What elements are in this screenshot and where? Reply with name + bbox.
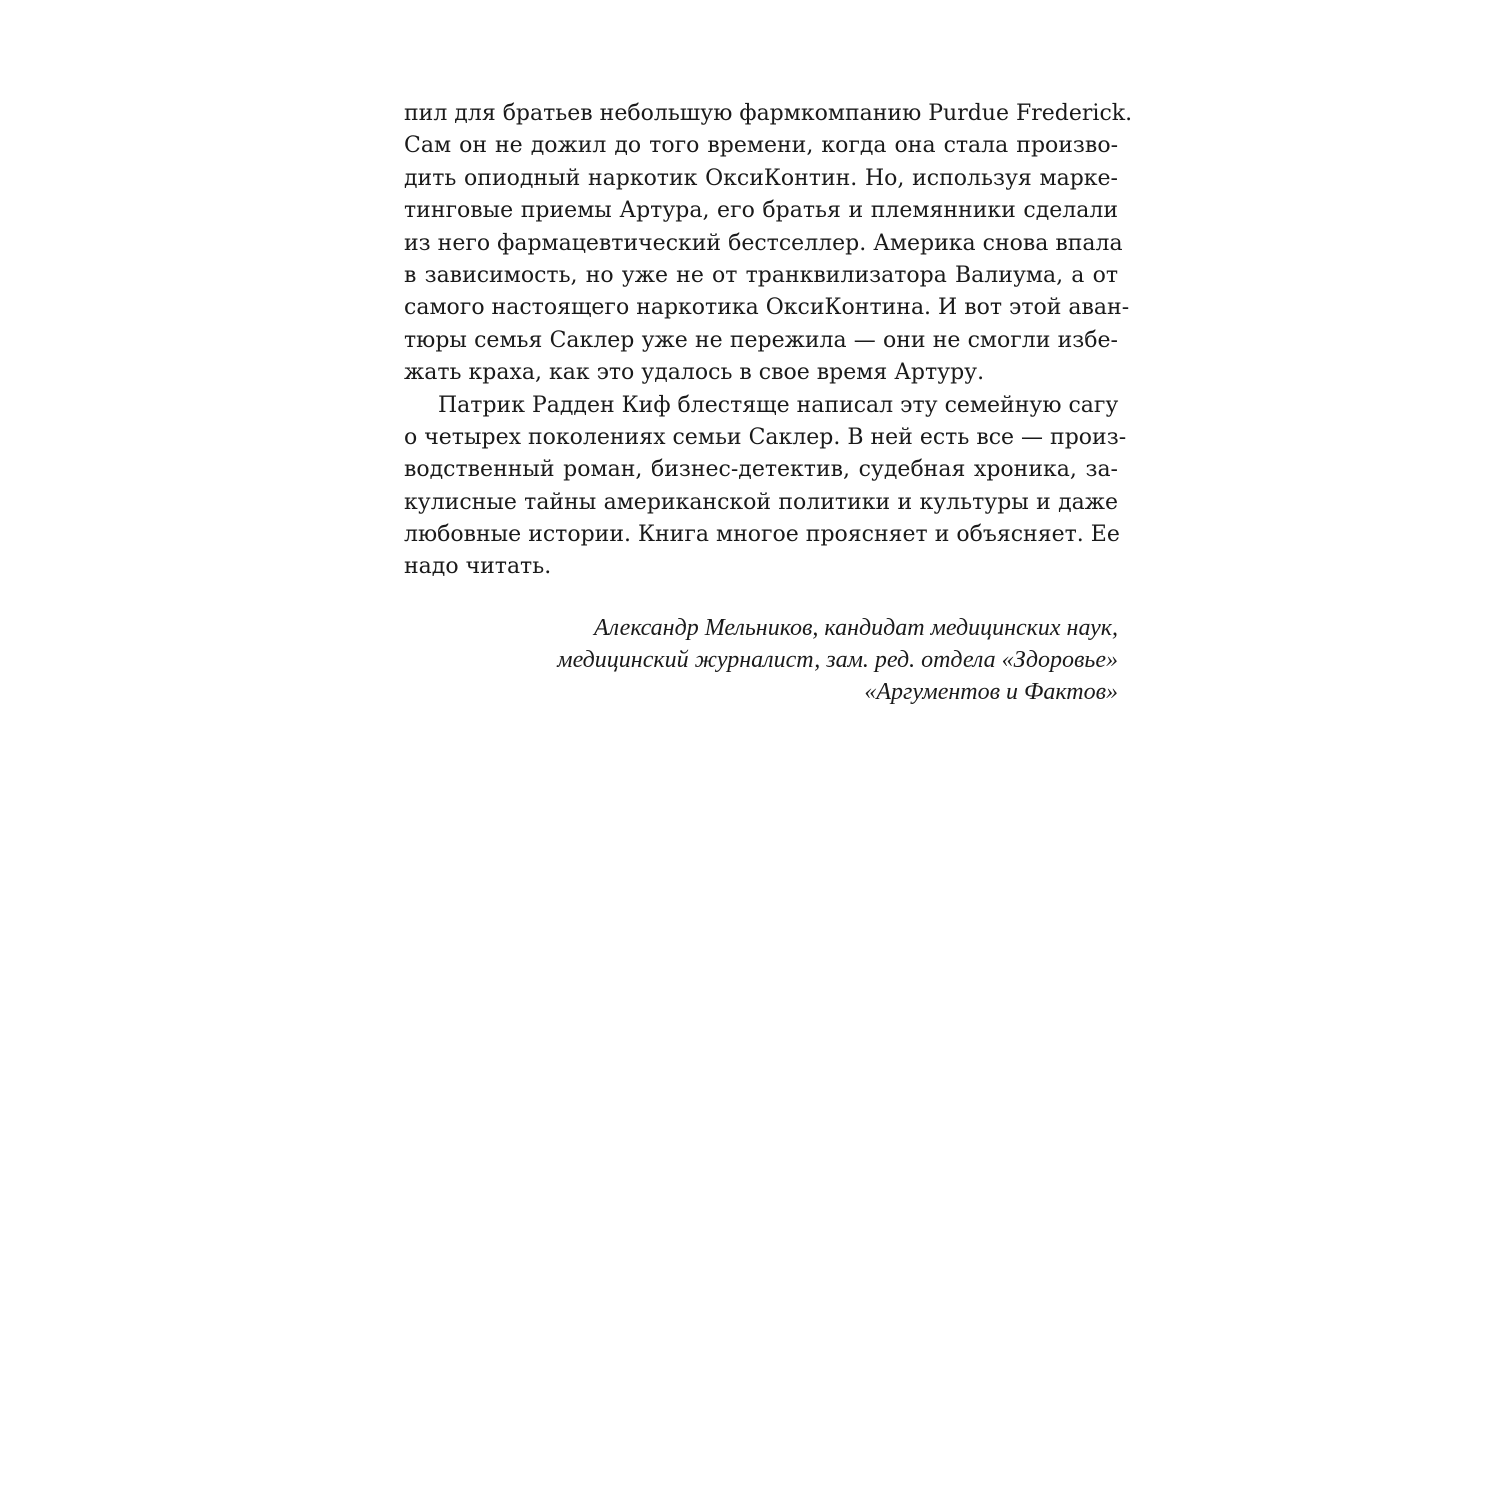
text-line: в зависимость, но уже не от транквилизатора Валиума, а от <box>404 262 1118 288</box>
text-line: тюры семья Саклер уже не пережила — они не смогли избе- <box>404 327 1118 353</box>
text-line: жать краха, как это удалось в свое время Артуру. <box>404 360 985 386</box>
main-text <box>404 98 1133 584</box>
text-line: кулисные тайны американской политики и культуры и даже <box>404 489 1118 515</box>
text-line: самого настоящего наркотика ОксиКонтина. И вот этой аван- <box>404 295 1130 321</box>
paragraph-1 <box>404 98 1133 390</box>
text-line: водственный роман, бизнес-детектив, судебная хроника, за- <box>404 457 1118 483</box>
text-line: пил для братьев небольшую фармкомпанию Purdue Frederick. <box>404 101 1133 126</box>
attribution-line: «Аргументов и Фактов» <box>864 679 1118 705</box>
text-line: тинговые приемы Артура, его братья и племянники сделали <box>404 198 1118 224</box>
text-line: надо читать. <box>404 554 552 580</box>
text-line: из него фармацевтический бестселлер. Америка снова впала <box>404 230 1123 256</box>
author-attribution <box>404 612 1118 708</box>
attribution-line: Александр Мельников, кандидат медицинских наук, <box>593 615 1118 641</box>
paragraph-2 <box>404 390 1127 584</box>
text-line: любовные истории. Книга многое проясняет и объясняет. Ее <box>404 522 1120 548</box>
text-line: о четырех поколениях семьи Саклер. В ней есть все — произ- <box>404 424 1127 450</box>
text-line: дить опиодный наркотик ОксиКонтин. Но, используя марке- <box>404 165 1118 191</box>
text-line: Патрик Радден Киф блестяще написал эту семейную сагу <box>438 392 1119 418</box>
text-line: Сам он не дожил до того времени, когда она стала произво- <box>404 133 1118 159</box>
attribution-line: медицинский журналист, зам. ред. отдела «Здоровье» <box>557 647 1118 673</box>
